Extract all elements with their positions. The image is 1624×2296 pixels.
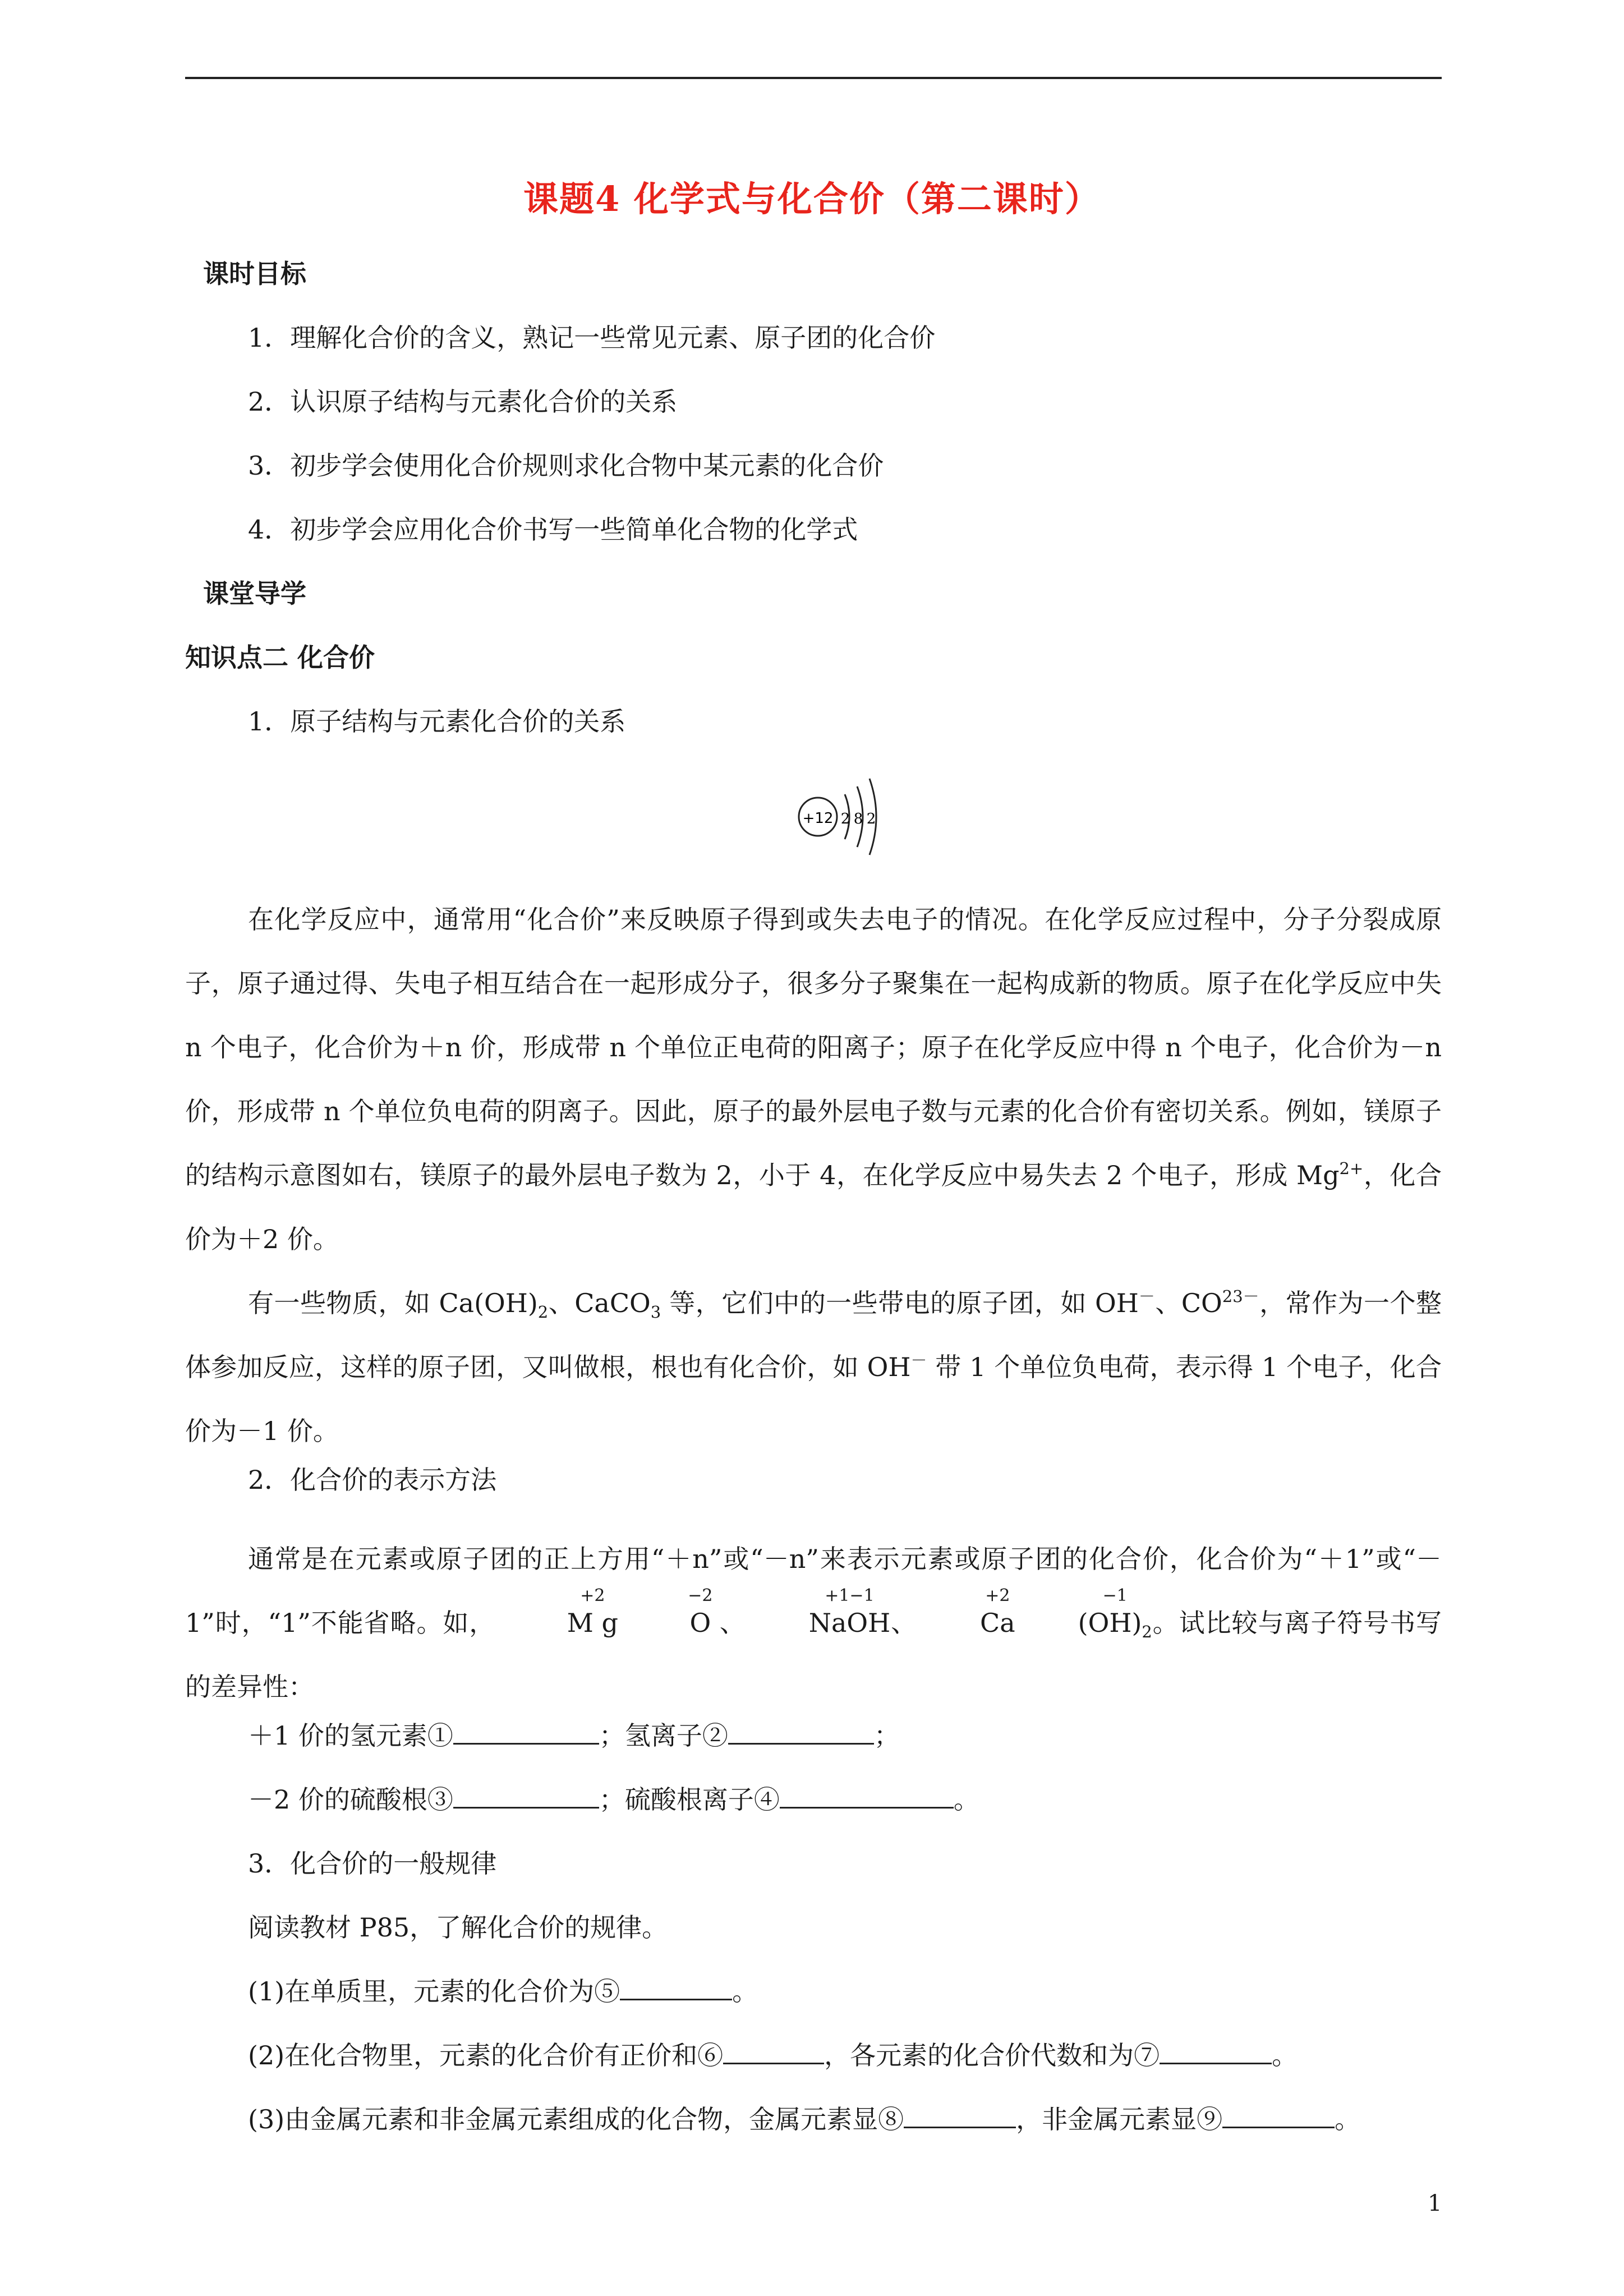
valence-number: +2	[580, 1586, 605, 1605]
paragraph-text: 通常是在元素或原子团的正上方用“＋n”或“－n”来表示元素或原子团的化合价，化合价为“＋1”或“－1”时，“1”不能省略。如，	[185, 1544, 1442, 1638]
valence-number: −2	[688, 1586, 713, 1605]
paragraph-text: ，常作为一个整体参加反应，这样的原子团，又叫做根，根也有化合价，如 OH	[185, 1288, 1442, 1382]
rule-item-1	[248, 1975, 758, 2008]
fill-prompt: ；氢离子②	[599, 1720, 728, 1751]
magnesium-atom-diagram	[791, 772, 892, 875]
rule-text: (2)在化合物里，元素的化合价有正价和⑥	[248, 2040, 724, 2070]
fill-prompt: －2 价的硫酸根③	[248, 1784, 453, 1815]
answer-blank-9[interactable]	[1222, 2104, 1335, 2128]
answer-blank-4[interactable]	[780, 1784, 954, 1809]
fill-prompt: ；硫酸根离子④	[599, 1784, 780, 1815]
element-symbol: M g	[567, 1608, 618, 1638]
subheading-rules: 3．化合价的一般规律	[248, 1848, 497, 1879]
valence-number: +1−1	[825, 1586, 875, 1605]
separator: 、	[890, 1608, 918, 1638]
formula: (OH)	[1078, 1608, 1142, 1638]
answer-blank-8[interactable]	[904, 2104, 1016, 2128]
knowledge-point-heading: 知识点二 化合价	[185, 642, 375, 673]
answer-blank-3[interactable]	[453, 1784, 599, 1809]
fill-line-hydrogen	[248, 1719, 900, 1752]
valence-number: −1	[1102, 1586, 1128, 1605]
answer-blank-7[interactable]	[1160, 2040, 1272, 2064]
paragraph-text: 等，它们中的一些带电的原子团，如 OH	[661, 1288, 1139, 1318]
answer-blank-6[interactable]	[723, 2040, 824, 2064]
rule-item-2	[248, 2039, 1298, 2072]
separator: 、	[711, 1608, 746, 1638]
paragraph-radicals	[185, 1271, 1442, 1463]
rule-text: (3)由金属元素和非金属元素组成的化合物，金属元素显⑧	[248, 2104, 904, 2134]
punctuation: 。	[732, 1976, 758, 2007]
paragraph-text: 带 1 个单位负电荷，表示得 1 个电子，化合价为－1 价。	[185, 1352, 1442, 1446]
subscript: 2	[537, 1303, 549, 1322]
subscript: 2	[1142, 1622, 1152, 1641]
header-rule	[185, 77, 1442, 79]
paragraph-valence-intro	[185, 887, 1442, 1271]
punctuation: 。	[1272, 2040, 1298, 2070]
fill-prompt: ＋1 价的氢元素①	[248, 1720, 453, 1751]
element-symbol: O	[689, 1608, 711, 1638]
shell-electrons: 8	[853, 811, 863, 827]
paragraph-notation	[185, 1527, 1442, 1719]
rule-text: ，各元素的化合价代数和为⑦	[824, 2040, 1160, 2070]
valence-number: +2	[985, 1586, 1010, 1605]
paragraph-text: 。试比较与离子符号书写的差异性：	[185, 1608, 1442, 1702]
shell-electrons: 2	[840, 811, 850, 827]
goal-item: 3．初步学会使用化合价规则求化合物中某元素的化合价	[248, 450, 884, 481]
punctuation: 。	[1335, 2104, 1361, 2134]
subscript: 3	[650, 1303, 661, 1322]
valence-ca	[917, 1586, 1015, 1655]
reading-instruction: 阅读教材 P85，了解化合价的规律。	[248, 1912, 668, 1943]
goal-item: 4．初步学会应用化合价书写一些简单化合物的化学式	[248, 514, 858, 545]
ion-charge: 23－	[1222, 1287, 1259, 1306]
section-heading-guide: 课堂导学	[203, 578, 306, 609]
paragraph-text: 、CO	[1154, 1288, 1222, 1318]
answer-blank-5[interactable]	[620, 1976, 732, 2000]
paragraph-text: ，化合价为＋2 价。	[185, 1160, 1442, 1254]
punctuation: 。	[953, 1784, 979, 1815]
ion-charge: －	[1138, 1287, 1155, 1306]
answer-blank-2[interactable]	[728, 1720, 874, 1745]
paragraph-text: 有一些物质，如 Ca(OH)	[248, 1288, 538, 1318]
shell-electrons: 2	[866, 811, 876, 827]
rule-item-3	[248, 2102, 1360, 2136]
paragraph-text: 在化学反应中，通常用“化合价”来反映原子得到或失去电子的情况。在化学反应过程中，分子分裂成原子，原子通过得、失电子相互结合在一起形成分子，很多分子聚集在一起构成新的物质。原子在化学反应中失 n 个电子，化合价为＋n 价，形成带 n 个单位正电荷的阳离子；原子在化学反应中得 n 个电子，化合价为－n 价，形成带 n 个单位负电荷的阴离子。因此，原子的最外层电子数与元素的化合价有密切关系。例如，镁原子的结构示意图如右，镁原子的最外层电子数为 2，小于 4，在化学反应中易失去 2 个电子，形成 Mg	[185, 904, 1442, 1190]
page-number: 1	[1428, 2191, 1442, 2216]
section-heading-goals: 课时目标	[203, 259, 306, 289]
fill-line-sulfate	[248, 1783, 979, 1816]
valence-oh	[1015, 1586, 1152, 1655]
valence-naoh	[746, 1586, 891, 1655]
paragraph-text: 、CaCO	[548, 1288, 651, 1318]
page-title: 课题4 化学式与化合价（第二课时）	[523, 178, 1101, 219]
answer-blank-1[interactable]	[453, 1720, 599, 1745]
valence-o	[627, 1586, 713, 1655]
ion-charge: 2+	[1339, 1159, 1364, 1178]
ion-charge: －	[910, 1351, 927, 1370]
subheading-notation: 2．化合价的表示方法	[248, 1465, 497, 1495]
valence-mg	[504, 1586, 618, 1655]
punctuation: ；	[873, 1720, 900, 1751]
goal-item: 1．理解化合价的含义，熟记一些常见元素、原子团的化合价	[248, 323, 936, 353]
rule-text: (1)在单质里，元素的化合价为⑤	[248, 1976, 620, 2007]
rule-text: ，非金属元素显⑨	[1016, 2104, 1223, 2134]
subheading-structure: 1．原子结构与元素化合价的关系	[248, 706, 626, 737]
element-symbol: Ca	[980, 1608, 1015, 1638]
goal-item: 2．认识原子结构与元素化合价的关系	[248, 386, 678, 417]
nucleus-charge: +12	[802, 810, 834, 827]
formula: NaOH	[808, 1608, 891, 1638]
